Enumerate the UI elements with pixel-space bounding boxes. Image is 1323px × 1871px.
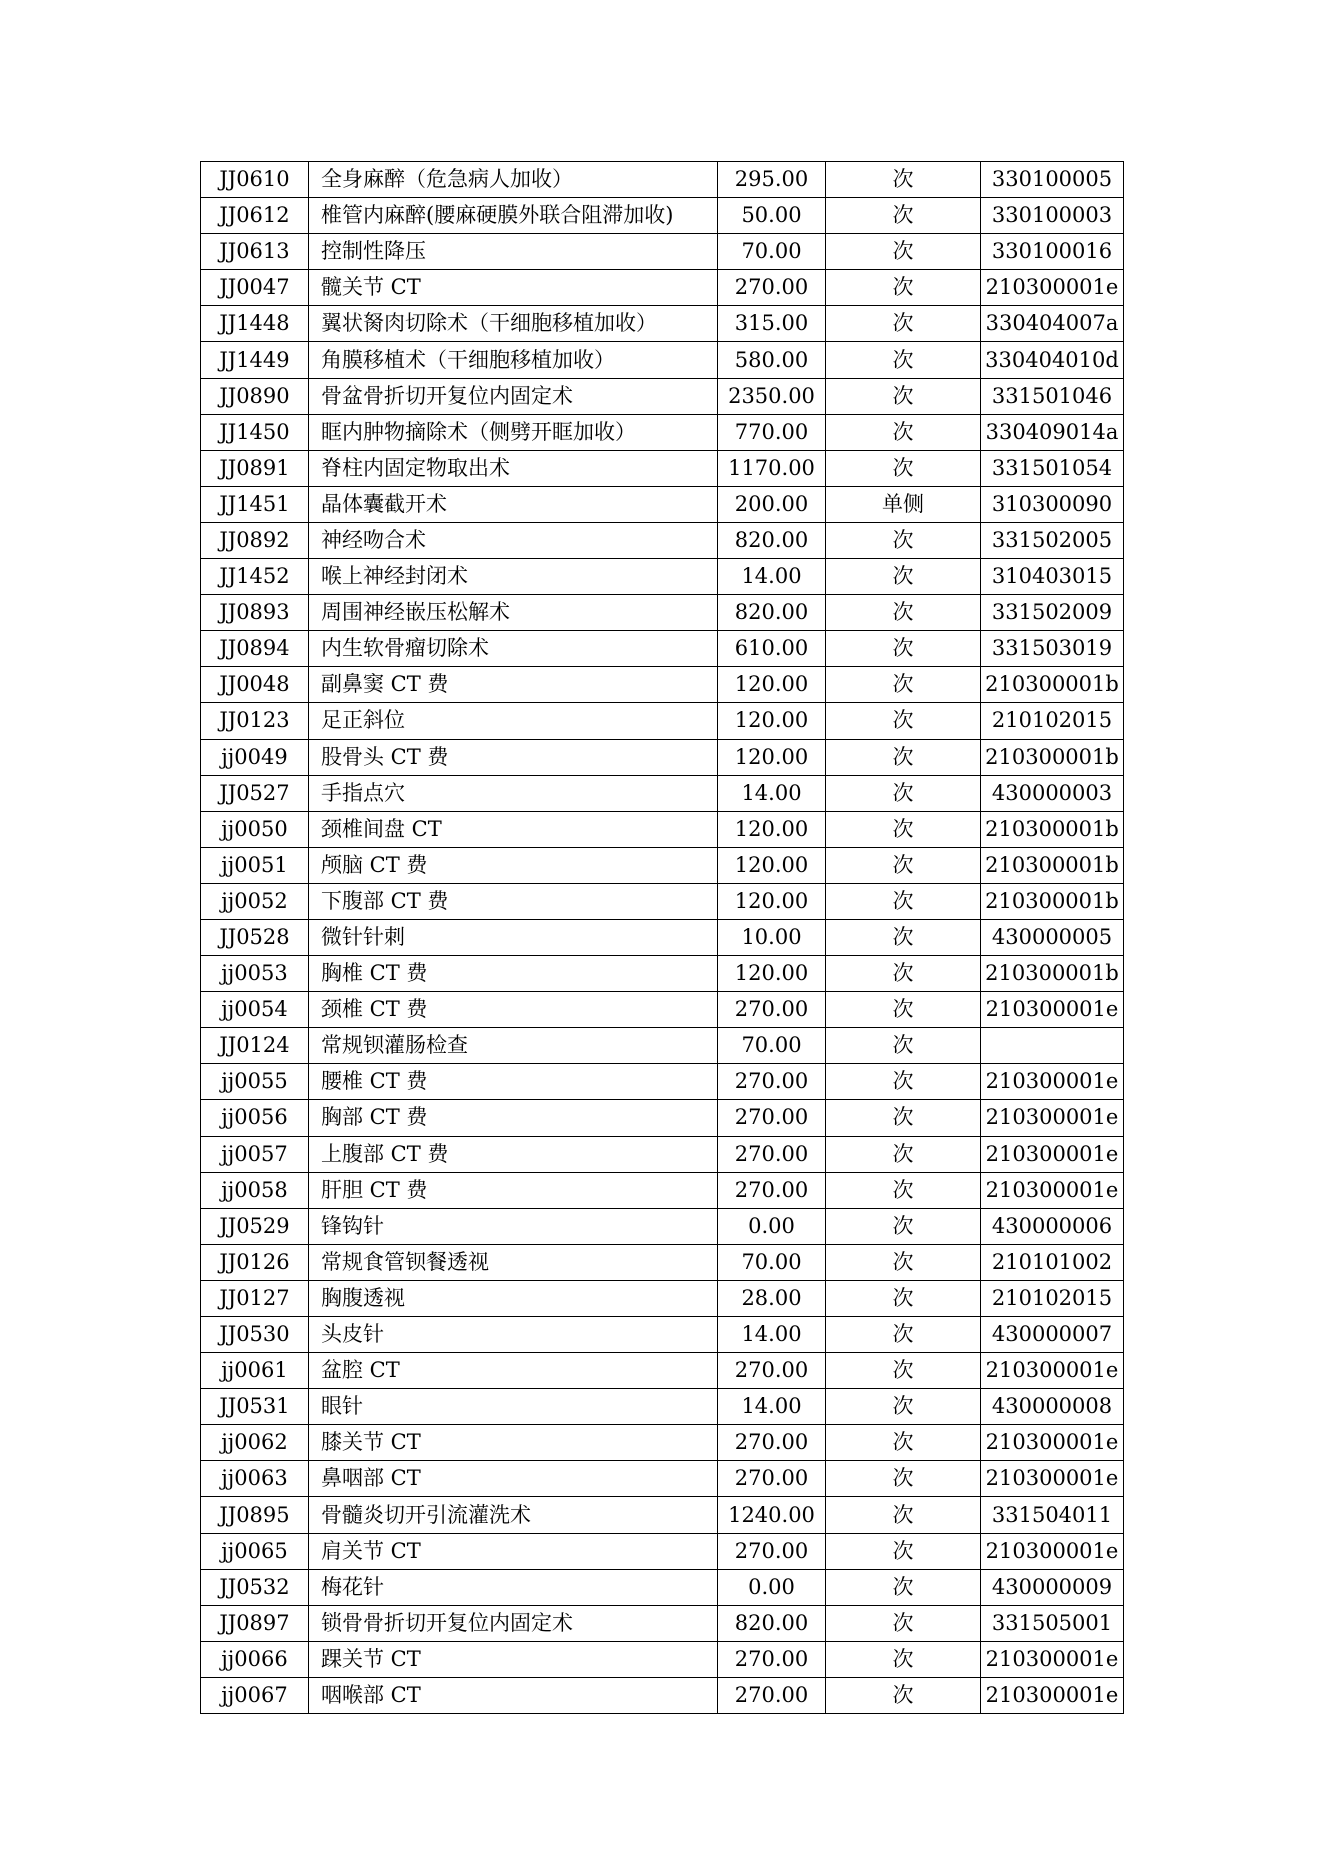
table-row <box>201 667 1124 703</box>
item-price-cell: 270.00 <box>718 1353 826 1389</box>
table-row <box>201 992 1124 1028</box>
item-ref-code-cell: 210300001b <box>981 739 1124 775</box>
table-row <box>201 739 1124 775</box>
item-price-cell: 50.00 <box>718 198 826 234</box>
table-row <box>201 1280 1124 1316</box>
item-unit-cell: 次 <box>826 342 981 378</box>
item-price-cell: 14.00 <box>718 1389 826 1425</box>
item-price-cell: 270.00 <box>718 1064 826 1100</box>
item-price-cell: 120.00 <box>718 847 826 883</box>
item-name-cell: 鼻咽部 CT <box>309 1461 718 1497</box>
item-unit-cell: 次 <box>826 956 981 992</box>
item-name-cell: 晶体囊截开术 <box>309 486 718 522</box>
table-row <box>201 1425 1124 1461</box>
item-price-cell: 120.00 <box>718 703 826 739</box>
item-ref-code-cell <box>981 1028 1124 1064</box>
item-price-cell: 270.00 <box>718 1641 826 1677</box>
item-code-cell: jj0055 <box>201 1064 309 1100</box>
item-ref-code-cell: 210300001e <box>981 1172 1124 1208</box>
item-price-cell: 270.00 <box>718 1533 826 1569</box>
item-name-cell: 骨髓炎切开引流灌洗术 <box>309 1497 718 1533</box>
item-unit-cell: 次 <box>826 414 981 450</box>
item-code-cell: jj0049 <box>201 739 309 775</box>
item-name-cell: 喉上神经封闭术 <box>309 559 718 595</box>
table-row <box>201 1605 1124 1641</box>
item-code-cell: JJ0127 <box>201 1280 309 1316</box>
item-name-cell: 颈椎间盘 CT <box>309 811 718 847</box>
item-name-cell: 手指点穴 <box>309 775 718 811</box>
item-code-cell: jj0066 <box>201 1641 309 1677</box>
table-row <box>201 559 1124 595</box>
item-ref-code-cell: 430000006 <box>981 1208 1124 1244</box>
item-unit-cell: 次 <box>826 1208 981 1244</box>
item-price-cell: 820.00 <box>718 1605 826 1641</box>
item-price-cell: 2350.00 <box>718 378 826 414</box>
item-price-cell: 270.00 <box>718 1461 826 1497</box>
item-ref-code-cell: 330100003 <box>981 198 1124 234</box>
item-ref-code-cell: 210300001b <box>981 811 1124 847</box>
item-ref-code-cell: 210300001e <box>981 992 1124 1028</box>
table-row <box>201 595 1124 631</box>
item-price-cell: 0.00 <box>718 1569 826 1605</box>
item-code-cell: jj0053 <box>201 956 309 992</box>
item-code-cell: JJ0528 <box>201 919 309 955</box>
item-ref-code-cell: 210300001e <box>981 1461 1124 1497</box>
item-unit-cell: 次 <box>826 270 981 306</box>
item-unit-cell: 次 <box>826 198 981 234</box>
item-unit-cell: 次 <box>826 522 981 558</box>
item-code-cell: jj0058 <box>201 1172 309 1208</box>
item-code-cell: jj0062 <box>201 1425 309 1461</box>
item-name-cell: 股骨头 CT 费 <box>309 739 718 775</box>
item-price-cell: 270.00 <box>718 1677 826 1713</box>
table-row <box>201 414 1124 450</box>
item-code-cell: jj0056 <box>201 1100 309 1136</box>
item-ref-code-cell: 330100005 <box>981 162 1124 198</box>
table-row <box>201 1172 1124 1208</box>
table-row <box>201 1353 1124 1389</box>
item-name-cell: 盆腔 CT <box>309 1353 718 1389</box>
item-name-cell: 眼针 <box>309 1389 718 1425</box>
table-row <box>201 1208 1124 1244</box>
item-code-cell: JJ0894 <box>201 631 309 667</box>
item-ref-code-cell: 210300001b <box>981 667 1124 703</box>
item-price-cell: 14.00 <box>718 775 826 811</box>
item-ref-code-cell: 331502005 <box>981 522 1124 558</box>
table-row <box>201 1569 1124 1605</box>
item-price-cell: 1240.00 <box>718 1497 826 1533</box>
item-name-cell: 肝胆 CT 费 <box>309 1172 718 1208</box>
item-code-cell: JJ0890 <box>201 378 309 414</box>
table-row <box>201 1677 1124 1713</box>
item-unit-cell: 次 <box>826 378 981 414</box>
item-price-cell: 270.00 <box>718 1100 826 1136</box>
table-row <box>201 1064 1124 1100</box>
item-code-cell: JJ0612 <box>201 198 309 234</box>
item-price-cell: 120.00 <box>718 811 826 847</box>
item-code-cell: JJ1450 <box>201 414 309 450</box>
item-unit-cell: 次 <box>826 1605 981 1641</box>
item-unit-cell: 单侧 <box>826 486 981 522</box>
table-row <box>201 703 1124 739</box>
item-code-cell: JJ0897 <box>201 1605 309 1641</box>
item-name-cell: 副鼻窦 CT 费 <box>309 667 718 703</box>
item-unit-cell: 次 <box>826 1641 981 1677</box>
item-unit-cell: 次 <box>826 1425 981 1461</box>
item-price-cell: 820.00 <box>718 595 826 631</box>
item-code-cell: JJ1451 <box>201 486 309 522</box>
table-row <box>201 378 1124 414</box>
item-name-cell: 翼状胬肉切除术（干细胞移植加收） <box>309 306 718 342</box>
item-ref-code-cell: 430000008 <box>981 1389 1124 1425</box>
table-row <box>201 1533 1124 1569</box>
item-code-cell: JJ0613 <box>201 234 309 270</box>
item-price-cell: 270.00 <box>718 992 826 1028</box>
item-ref-code-cell: 210300001e <box>981 1425 1124 1461</box>
item-code-cell: JJ0892 <box>201 522 309 558</box>
item-price-cell: 70.00 <box>718 1244 826 1280</box>
item-name-cell: 内生软骨瘤切除术 <box>309 631 718 667</box>
table-row <box>201 775 1124 811</box>
item-unit-cell: 次 <box>826 1064 981 1100</box>
item-ref-code-cell: 330404010d <box>981 342 1124 378</box>
item-ref-code-cell: 430000005 <box>981 919 1124 955</box>
item-code-cell: JJ0529 <box>201 1208 309 1244</box>
table-row <box>201 162 1124 198</box>
item-ref-code-cell: 310403015 <box>981 559 1124 595</box>
item-price-cell: 820.00 <box>718 522 826 558</box>
item-name-cell: 踝关节 CT <box>309 1641 718 1677</box>
item-price-cell: 120.00 <box>718 667 826 703</box>
item-ref-code-cell: 331501046 <box>981 378 1124 414</box>
table-row <box>201 811 1124 847</box>
item-ref-code-cell: 210300001b <box>981 847 1124 883</box>
item-unit-cell: 次 <box>826 1100 981 1136</box>
table-row <box>201 1389 1124 1425</box>
item-ref-code-cell: 330404007a <box>981 306 1124 342</box>
item-ref-code-cell: 210300001e <box>981 1677 1124 1713</box>
item-code-cell: jj0057 <box>201 1136 309 1172</box>
table-row <box>201 486 1124 522</box>
item-code-cell: JJ0891 <box>201 450 309 486</box>
item-price-cell: 270.00 <box>718 1425 826 1461</box>
item-price-cell: 770.00 <box>718 414 826 450</box>
item-ref-code-cell: 210102015 <box>981 703 1124 739</box>
item-unit-cell: 次 <box>826 1317 981 1353</box>
table-row <box>201 883 1124 919</box>
item-price-cell: 120.00 <box>718 883 826 919</box>
item-name-cell: 颈椎 CT 费 <box>309 992 718 1028</box>
item-price-cell: 200.00 <box>718 486 826 522</box>
item-name-cell: 膝关节 CT <box>309 1425 718 1461</box>
item-name-cell: 下腹部 CT 费 <box>309 883 718 919</box>
item-code-cell: jj0054 <box>201 992 309 1028</box>
item-unit-cell: 次 <box>826 847 981 883</box>
item-name-cell: 眶内肿物摘除术（侧劈开眶加收） <box>309 414 718 450</box>
item-unit-cell: 次 <box>826 162 981 198</box>
item-code-cell: JJ0048 <box>201 667 309 703</box>
table-row <box>201 234 1124 270</box>
item-code-cell: JJ0532 <box>201 1569 309 1605</box>
item-unit-cell: 次 <box>826 919 981 955</box>
item-ref-code-cell: 210300001e <box>981 1353 1124 1389</box>
table-row <box>201 919 1124 955</box>
item-unit-cell: 次 <box>826 1389 981 1425</box>
item-code-cell: jj0063 <box>201 1461 309 1497</box>
table-row <box>201 956 1124 992</box>
item-code-cell: JJ0126 <box>201 1244 309 1280</box>
table-row <box>201 1461 1124 1497</box>
item-name-cell: 全身麻醉（危急病人加收） <box>309 162 718 198</box>
item-price-cell: 580.00 <box>718 342 826 378</box>
item-price-cell: 70.00 <box>718 1028 826 1064</box>
item-ref-code-cell: 210300001e <box>981 1136 1124 1172</box>
item-unit-cell: 次 <box>826 1244 981 1280</box>
item-code-cell: jj0067 <box>201 1677 309 1713</box>
item-name-cell: 锁骨骨折切开复位内固定术 <box>309 1605 718 1641</box>
item-name-cell: 角膜移植术（干细胞移植加收） <box>309 342 718 378</box>
table-row <box>201 1100 1124 1136</box>
item-code-cell: JJ0527 <box>201 775 309 811</box>
table-row <box>201 1641 1124 1677</box>
item-price-cell: 28.00 <box>718 1280 826 1316</box>
item-code-cell: jj0051 <box>201 847 309 883</box>
item-name-cell: 控制性降压 <box>309 234 718 270</box>
table-row <box>201 1136 1124 1172</box>
item-code-cell: JJ1449 <box>201 342 309 378</box>
table-row <box>201 306 1124 342</box>
item-price-cell: 315.00 <box>718 306 826 342</box>
item-price-cell: 270.00 <box>718 1172 826 1208</box>
item-unit-cell: 次 <box>826 1172 981 1208</box>
item-ref-code-cell: 331504011 <box>981 1497 1124 1533</box>
table-row <box>201 270 1124 306</box>
item-ref-code-cell: 210300001e <box>981 1533 1124 1569</box>
item-unit-cell: 次 <box>826 1533 981 1569</box>
item-price-cell: 70.00 <box>718 234 826 270</box>
item-ref-code-cell: 330100016 <box>981 234 1124 270</box>
item-unit-cell: 次 <box>826 667 981 703</box>
item-code-cell: jj0052 <box>201 883 309 919</box>
item-price-cell: 1170.00 <box>718 450 826 486</box>
item-code-cell: jj0065 <box>201 1533 309 1569</box>
item-ref-code-cell: 330409014a <box>981 414 1124 450</box>
item-price-cell: 610.00 <box>718 631 826 667</box>
item-name-cell: 胸部 CT 费 <box>309 1100 718 1136</box>
item-code-cell: JJ0893 <box>201 595 309 631</box>
item-ref-code-cell: 210300001e <box>981 1641 1124 1677</box>
table-row <box>201 1497 1124 1533</box>
item-ref-code-cell: 210101002 <box>981 1244 1124 1280</box>
table-row <box>201 847 1124 883</box>
item-unit-cell: 次 <box>826 1461 981 1497</box>
item-code-cell: JJ0124 <box>201 1028 309 1064</box>
item-ref-code-cell: 331501054 <box>981 450 1124 486</box>
item-name-cell: 胸椎 CT 费 <box>309 956 718 992</box>
item-ref-code-cell: 310300090 <box>981 486 1124 522</box>
table-row <box>201 1028 1124 1064</box>
item-name-cell: 足正斜位 <box>309 703 718 739</box>
item-name-cell: 常规钡灌肠检查 <box>309 1028 718 1064</box>
table-row <box>201 1244 1124 1280</box>
item-unit-cell: 次 <box>826 775 981 811</box>
item-unit-cell: 次 <box>826 739 981 775</box>
item-unit-cell: 次 <box>826 1136 981 1172</box>
item-name-cell: 胸腹透视 <box>309 1280 718 1316</box>
item-name-cell: 神经吻合术 <box>309 522 718 558</box>
item-code-cell: jj0061 <box>201 1353 309 1389</box>
item-unit-cell: 次 <box>826 1569 981 1605</box>
item-name-cell: 脊柱内固定物取出术 <box>309 450 718 486</box>
item-price-cell: 14.00 <box>718 559 826 595</box>
item-name-cell: 周围神经嵌压松解术 <box>309 595 718 631</box>
item-ref-code-cell: 430000003 <box>981 775 1124 811</box>
item-ref-code-cell: 210300001b <box>981 956 1124 992</box>
item-name-cell: 骨盆骨折切开复位内固定术 <box>309 378 718 414</box>
item-ref-code-cell: 210300001e <box>981 270 1124 306</box>
item-code-cell: JJ0530 <box>201 1317 309 1353</box>
item-code-cell: JJ0895 <box>201 1497 309 1533</box>
item-code-cell: jj0050 <box>201 811 309 847</box>
price-table <box>200 161 1124 1714</box>
item-price-cell: 10.00 <box>718 919 826 955</box>
item-name-cell: 常规食管钡餐透视 <box>309 1244 718 1280</box>
item-name-cell: 头皮针 <box>309 1317 718 1353</box>
item-unit-cell: 次 <box>826 450 981 486</box>
item-name-cell: 椎管内麻醉(腰麻硬膜外联合阻滞加收) <box>309 198 718 234</box>
price-table-body <box>201 162 1124 1714</box>
item-unit-cell: 次 <box>826 1497 981 1533</box>
table-row <box>201 342 1124 378</box>
item-name-cell: 髋关节 CT <box>309 270 718 306</box>
item-unit-cell: 次 <box>826 1353 981 1389</box>
item-ref-code-cell: 210300001e <box>981 1100 1124 1136</box>
item-name-cell: 锋钩针 <box>309 1208 718 1244</box>
item-unit-cell: 次 <box>826 883 981 919</box>
item-ref-code-cell: 210300001e <box>981 1064 1124 1100</box>
item-price-cell: 120.00 <box>718 956 826 992</box>
item-price-cell: 14.00 <box>718 1317 826 1353</box>
table-row <box>201 522 1124 558</box>
item-unit-cell: 次 <box>826 595 981 631</box>
item-code-cell: JJ1448 <box>201 306 309 342</box>
item-ref-code-cell: 331505001 <box>981 1605 1124 1641</box>
item-price-cell: 270.00 <box>718 270 826 306</box>
item-code-cell: JJ0123 <box>201 703 309 739</box>
item-unit-cell: 次 <box>826 559 981 595</box>
table-row <box>201 450 1124 486</box>
item-ref-code-cell: 210102015 <box>981 1280 1124 1316</box>
item-unit-cell: 次 <box>826 992 981 1028</box>
item-price-cell: 120.00 <box>718 739 826 775</box>
item-name-cell: 梅花针 <box>309 1569 718 1605</box>
item-name-cell: 咽喉部 CT <box>309 1677 718 1713</box>
item-unit-cell: 次 <box>826 306 981 342</box>
item-ref-code-cell: 210300001b <box>981 883 1124 919</box>
item-code-cell: JJ0610 <box>201 162 309 198</box>
item-unit-cell: 次 <box>826 1280 981 1316</box>
item-unit-cell: 次 <box>826 703 981 739</box>
item-unit-cell: 次 <box>826 631 981 667</box>
item-name-cell: 微针针刺 <box>309 919 718 955</box>
table-row <box>201 1317 1124 1353</box>
item-code-cell: JJ0531 <box>201 1389 309 1425</box>
item-name-cell: 肩关节 CT <box>309 1533 718 1569</box>
item-ref-code-cell: 331503019 <box>981 631 1124 667</box>
item-price-cell: 0.00 <box>718 1208 826 1244</box>
item-unit-cell: 次 <box>826 1677 981 1713</box>
item-name-cell: 上腹部 CT 费 <box>309 1136 718 1172</box>
item-price-cell: 270.00 <box>718 1136 826 1172</box>
item-price-cell: 295.00 <box>718 162 826 198</box>
item-name-cell: 颅脑 CT 费 <box>309 847 718 883</box>
table-row <box>201 198 1124 234</box>
item-ref-code-cell: 331502009 <box>981 595 1124 631</box>
item-code-cell: JJ0047 <box>201 270 309 306</box>
item-unit-cell: 次 <box>826 234 981 270</box>
item-name-cell: 腰椎 CT 费 <box>309 1064 718 1100</box>
table-row <box>201 631 1124 667</box>
item-ref-code-cell: 430000007 <box>981 1317 1124 1353</box>
item-unit-cell: 次 <box>826 1028 981 1064</box>
item-unit-cell: 次 <box>826 811 981 847</box>
item-code-cell: JJ1452 <box>201 559 309 595</box>
item-ref-code-cell: 430000009 <box>981 1569 1124 1605</box>
